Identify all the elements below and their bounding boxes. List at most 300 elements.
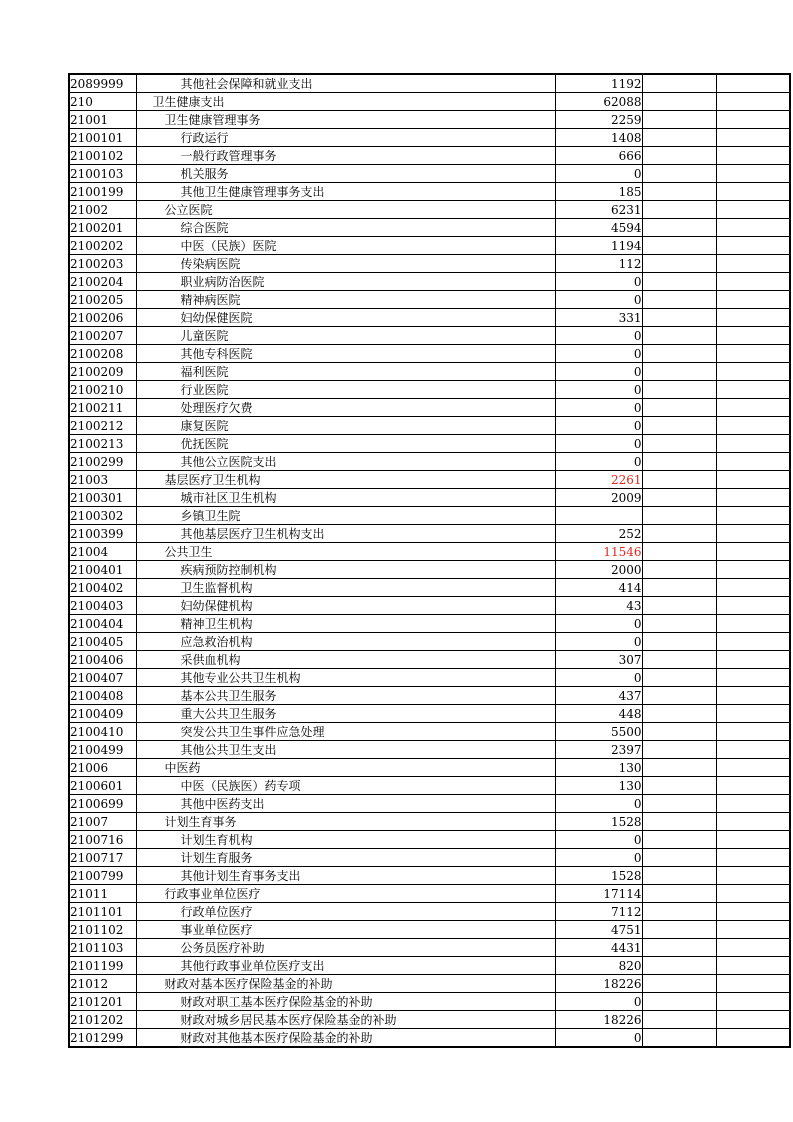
subject-name-cell: 卫生健康管理事务 (136, 111, 555, 129)
empty-cell (642, 939, 716, 957)
subject-code-cell: 2100207 (69, 327, 136, 345)
table-row (69, 651, 790, 669)
empty-cell (716, 633, 790, 651)
amount-cell: 0 (555, 849, 642, 867)
amount-cell: 1528 (555, 867, 642, 885)
empty-cell (642, 903, 716, 921)
subject-name-cell: 计划生育服务 (136, 849, 555, 867)
amount-cell: 4431 (555, 939, 642, 957)
empty-cell (642, 453, 716, 471)
empty-cell (716, 993, 790, 1011)
table-row (69, 255, 790, 273)
empty-cell (716, 867, 790, 885)
subject-code-cell: 21004 (69, 543, 136, 561)
amount-cell: 0 (555, 399, 642, 417)
empty-cell (716, 849, 790, 867)
subject-name-cell: 一般行政管理事务 (136, 147, 555, 165)
table-row (69, 1029, 790, 1048)
subject-name-cell: 公务员医疗补助 (136, 939, 555, 957)
empty-cell (716, 885, 790, 903)
table-row (69, 957, 790, 975)
subject-code-cell: 2100299 (69, 453, 136, 471)
table-row (69, 435, 790, 453)
subject-name-cell: 职业病防治医院 (136, 273, 555, 291)
subject-name-cell: 其他专业公共卫生机构 (136, 669, 555, 687)
empty-cell (642, 93, 716, 111)
subject-code-cell: 2101202 (69, 1011, 136, 1029)
empty-cell (716, 129, 790, 147)
amount-cell: 1408 (555, 129, 642, 147)
amount-cell: 1528 (555, 813, 642, 831)
amount-cell: 18226 (555, 1011, 642, 1029)
subject-name-cell: 其他计划生育事务支出 (136, 867, 555, 885)
subject-code-cell: 2100199 (69, 183, 136, 201)
empty-cell (642, 651, 716, 669)
empty-cell (642, 867, 716, 885)
empty-cell (716, 273, 790, 291)
subject-code-cell: 2100399 (69, 525, 136, 543)
subject-code-cell: 2100408 (69, 687, 136, 705)
table-row (69, 903, 790, 921)
subject-code-cell: 2100210 (69, 381, 136, 399)
empty-cell (642, 507, 716, 525)
empty-cell (642, 813, 716, 831)
subject-name-cell: 基本公共卫生服务 (136, 687, 555, 705)
amount-cell: 0 (555, 291, 642, 309)
amount-cell: 331 (555, 309, 642, 327)
amount-cell: 6231 (555, 201, 642, 219)
empty-cell (716, 741, 790, 759)
amount-cell: 185 (555, 183, 642, 201)
subject-code-cell: 2100301 (69, 489, 136, 507)
amount-cell: 0 (555, 453, 642, 471)
empty-cell (716, 813, 790, 831)
subject-code-cell: 2100213 (69, 435, 136, 453)
table-row (69, 399, 790, 417)
table-row (69, 687, 790, 705)
subject-code-cell: 2100208 (69, 345, 136, 363)
subject-code-cell: 2100410 (69, 723, 136, 741)
subject-name-cell: 中医药 (136, 759, 555, 777)
subject-name-cell: 事业单位医疗 (136, 921, 555, 939)
amount-cell: 0 (555, 615, 642, 633)
table-row (69, 669, 790, 687)
amount-cell: 18226 (555, 975, 642, 993)
empty-cell (716, 543, 790, 561)
empty-cell (642, 669, 716, 687)
subject-name-cell: 卫生健康支出 (136, 93, 555, 111)
subject-code-cell: 2101199 (69, 957, 136, 975)
subject-name-cell: 乡镇卫生院 (136, 507, 555, 525)
subject-code-cell: 2100409 (69, 705, 136, 723)
subject-code-cell: 2100103 (69, 165, 136, 183)
amount-cell (555, 507, 642, 525)
empty-cell (642, 255, 716, 273)
subject-name-cell: 妇幼保健医院 (136, 309, 555, 327)
subject-name-cell: 传染病医院 (136, 255, 555, 273)
table-row (69, 579, 790, 597)
subject-code-cell: 2100205 (69, 291, 136, 309)
subject-code-cell: 21001 (69, 111, 136, 129)
empty-cell (642, 705, 716, 723)
empty-cell (642, 849, 716, 867)
subject-name-cell: 精神卫生机构 (136, 615, 555, 633)
empty-cell (716, 669, 790, 687)
subject-name-cell: 行政运行 (136, 129, 555, 147)
empty-cell (642, 723, 716, 741)
amount-cell: 7112 (555, 903, 642, 921)
empty-cell (642, 381, 716, 399)
empty-cell (716, 93, 790, 111)
subject-code-cell: 2100499 (69, 741, 136, 759)
empty-cell (642, 417, 716, 435)
subject-name-cell: 计划生育机构 (136, 831, 555, 849)
table-row (69, 345, 790, 363)
empty-cell (716, 939, 790, 957)
empty-cell (642, 957, 716, 975)
empty-cell (716, 831, 790, 849)
amount-cell: 307 (555, 651, 642, 669)
table-row (69, 705, 790, 723)
empty-cell (642, 219, 716, 237)
subject-name-cell: 城市社区卫生机构 (136, 489, 555, 507)
empty-cell (642, 741, 716, 759)
amount-cell: 11546 (555, 543, 642, 561)
empty-cell (642, 525, 716, 543)
empty-cell (716, 597, 790, 615)
empty-cell (716, 147, 790, 165)
subject-name-cell: 行业医院 (136, 381, 555, 399)
table-row (69, 561, 790, 579)
amount-cell: 0 (555, 1029, 642, 1048)
empty-cell (642, 201, 716, 219)
empty-cell (716, 723, 790, 741)
subject-code-cell: 2100407 (69, 669, 136, 687)
table-row (69, 201, 790, 219)
table-row (69, 831, 790, 849)
empty-cell (642, 147, 716, 165)
empty-cell (716, 435, 790, 453)
table-row (69, 867, 790, 885)
empty-cell (716, 327, 790, 345)
subject-name-cell: 应急救治机构 (136, 633, 555, 651)
amount-cell: 130 (555, 759, 642, 777)
amount-cell: 62088 (555, 93, 642, 111)
table-row (69, 525, 790, 543)
amount-cell: 1194 (555, 237, 642, 255)
subject-name-cell: 行政单位医疗 (136, 903, 555, 921)
table-row (69, 309, 790, 327)
amount-cell: 5500 (555, 723, 642, 741)
subject-code-cell: 2100406 (69, 651, 136, 669)
amount-cell: 0 (555, 165, 642, 183)
empty-cell (642, 435, 716, 453)
table-row (69, 219, 790, 237)
subject-name-cell: 优抚医院 (136, 435, 555, 453)
empty-cell (642, 471, 716, 489)
amount-cell: 0 (555, 345, 642, 363)
subject-name-cell: 重大公共卫生服务 (136, 705, 555, 723)
subject-code-cell: 2101101 (69, 903, 136, 921)
subject-name-cell: 其他卫生健康管理事务支出 (136, 183, 555, 201)
empty-cell (716, 651, 790, 669)
subject-name-cell: 其他专科医院 (136, 345, 555, 363)
empty-cell (716, 687, 790, 705)
empty-cell (642, 1011, 716, 1029)
subject-name-cell: 处理医疗欠费 (136, 399, 555, 417)
empty-cell (642, 615, 716, 633)
table-row (69, 777, 790, 795)
subject-name-cell: 中医（民族医）药专项 (136, 777, 555, 795)
empty-cell (642, 399, 716, 417)
subject-code-cell: 2100717 (69, 849, 136, 867)
subject-code-cell: 2100101 (69, 129, 136, 147)
table-row (69, 597, 790, 615)
empty-cell (716, 1011, 790, 1029)
table-row (69, 795, 790, 813)
table-row (69, 813, 790, 831)
empty-cell (716, 759, 790, 777)
empty-cell (642, 165, 716, 183)
amount-cell: 130 (555, 777, 642, 795)
empty-cell (716, 903, 790, 921)
table-row (69, 363, 790, 381)
amount-cell: 2397 (555, 741, 642, 759)
amount-cell: 4751 (555, 921, 642, 939)
subject-name-cell: 精神病医院 (136, 291, 555, 309)
empty-cell (642, 291, 716, 309)
subject-code-cell: 210 (69, 93, 136, 111)
subject-code-cell: 2100716 (69, 831, 136, 849)
amount-cell: 448 (555, 705, 642, 723)
amount-cell: 0 (555, 327, 642, 345)
empty-cell (716, 417, 790, 435)
empty-cell (716, 1029, 790, 1048)
table-row (69, 759, 790, 777)
table-row (69, 93, 790, 111)
budget-table-body (69, 74, 790, 1047)
amount-cell: 2261 (555, 471, 642, 489)
subject-code-cell: 2100102 (69, 147, 136, 165)
subject-code-cell: 2100202 (69, 237, 136, 255)
subject-name-cell: 综合医院 (136, 219, 555, 237)
empty-cell (642, 885, 716, 903)
subject-code-cell: 2100203 (69, 255, 136, 273)
table-row (69, 993, 790, 1011)
empty-cell (642, 975, 716, 993)
empty-cell (716, 957, 790, 975)
amount-cell: 0 (555, 273, 642, 291)
subject-code-cell: 21012 (69, 975, 136, 993)
amount-cell: 0 (555, 633, 642, 651)
amount-cell: 4594 (555, 219, 642, 237)
empty-cell (716, 453, 790, 471)
empty-cell (716, 291, 790, 309)
subject-code-cell: 2101103 (69, 939, 136, 957)
subject-code-cell: 2100204 (69, 273, 136, 291)
subject-code-cell: 2100212 (69, 417, 136, 435)
amount-cell: 0 (555, 993, 642, 1011)
empty-cell (716, 561, 790, 579)
subject-code-cell: 2089999 (69, 74, 136, 93)
empty-cell (642, 831, 716, 849)
table-row (69, 885, 790, 903)
empty-cell (642, 237, 716, 255)
empty-cell (642, 795, 716, 813)
subject-code-cell: 2100206 (69, 309, 136, 327)
budget-table (68, 73, 791, 1048)
empty-cell (716, 525, 790, 543)
amount-cell: 2009 (555, 489, 642, 507)
subject-name-cell: 其他行政事业单位医疗支出 (136, 957, 555, 975)
subject-code-cell: 21006 (69, 759, 136, 777)
table-row (69, 381, 790, 399)
amount-cell: 112 (555, 255, 642, 273)
subject-name-cell: 妇幼保健机构 (136, 597, 555, 615)
table-row (69, 921, 790, 939)
amount-cell: 17114 (555, 885, 642, 903)
empty-cell (642, 759, 716, 777)
subject-name-cell: 基层医疗卫生机构 (136, 471, 555, 489)
empty-cell (716, 471, 790, 489)
table-row (69, 273, 790, 291)
amount-cell: 0 (555, 669, 642, 687)
empty-cell (716, 183, 790, 201)
empty-cell (642, 74, 716, 93)
subject-name-cell: 疾病预防控制机构 (136, 561, 555, 579)
empty-cell (716, 507, 790, 525)
empty-cell (716, 921, 790, 939)
empty-cell (642, 993, 716, 1011)
empty-cell (716, 237, 790, 255)
subject-code-cell: 2100209 (69, 363, 136, 381)
table-row (69, 741, 790, 759)
table-row (69, 723, 790, 741)
subject-name-cell: 财政对其他基本医疗保险基金的补助 (136, 1029, 555, 1048)
subject-name-cell: 其他中医药支出 (136, 795, 555, 813)
amount-cell: 2259 (555, 111, 642, 129)
subject-name-cell: 公共卫生 (136, 543, 555, 561)
empty-cell (642, 327, 716, 345)
subject-code-cell: 2100404 (69, 615, 136, 633)
subject-code-cell: 2101201 (69, 993, 136, 1011)
subject-code-cell: 2100402 (69, 579, 136, 597)
subject-name-cell: 财政对职工基本医疗保险基金的补助 (136, 993, 555, 1011)
subject-name-cell: 康复医院 (136, 417, 555, 435)
empty-cell (716, 363, 790, 381)
empty-cell (716, 615, 790, 633)
empty-cell (642, 777, 716, 795)
amount-cell: 0 (555, 363, 642, 381)
empty-cell (716, 381, 790, 399)
table-row (69, 543, 790, 561)
empty-cell (716, 165, 790, 183)
table-row (69, 633, 790, 651)
empty-cell (642, 921, 716, 939)
table-row (69, 74, 790, 93)
amount-cell: 2000 (555, 561, 642, 579)
table-row (69, 327, 790, 345)
empty-cell (642, 597, 716, 615)
empty-cell (716, 219, 790, 237)
table-row (69, 489, 790, 507)
empty-cell (716, 975, 790, 993)
subject-code-cell: 2100401 (69, 561, 136, 579)
subject-name-cell: 公立医院 (136, 201, 555, 219)
amount-cell: 820 (555, 957, 642, 975)
empty-cell (642, 183, 716, 201)
empty-cell (642, 129, 716, 147)
empty-cell (716, 111, 790, 129)
subject-name-cell: 其他公共卫生支出 (136, 741, 555, 759)
empty-cell (642, 633, 716, 651)
amount-cell: 0 (555, 831, 642, 849)
subject-name-cell: 福利医院 (136, 363, 555, 381)
subject-name-cell: 其他公立医院支出 (136, 453, 555, 471)
subject-name-cell: 财政对基本医疗保险基金的补助 (136, 975, 555, 993)
subject-name-cell: 机关服务 (136, 165, 555, 183)
empty-cell (716, 777, 790, 795)
subject-code-cell: 21007 (69, 813, 136, 831)
table-row (69, 129, 790, 147)
amount-cell: 252 (555, 525, 642, 543)
empty-cell (642, 273, 716, 291)
table-row (69, 147, 790, 165)
table-row (69, 417, 790, 435)
table-row (69, 849, 790, 867)
empty-cell (642, 543, 716, 561)
subject-code-cell: 21003 (69, 471, 136, 489)
table-row (69, 507, 790, 525)
amount-cell: 437 (555, 687, 642, 705)
amount-cell: 0 (555, 435, 642, 453)
empty-cell (642, 579, 716, 597)
subject-name-cell: 儿童医院 (136, 327, 555, 345)
subject-name-cell: 其他社会保障和就业支出 (136, 74, 555, 93)
empty-cell (716, 201, 790, 219)
amount-cell: 0 (555, 795, 642, 813)
subject-code-cell: 2100405 (69, 633, 136, 651)
subject-code-cell: 21002 (69, 201, 136, 219)
amount-cell: 414 (555, 579, 642, 597)
amount-cell: 666 (555, 147, 642, 165)
subject-code-cell: 2101299 (69, 1029, 136, 1048)
empty-cell (642, 1029, 716, 1048)
table-row (69, 237, 790, 255)
empty-cell (642, 363, 716, 381)
subject-code-cell: 2101102 (69, 921, 136, 939)
empty-cell (716, 399, 790, 417)
subject-code-cell: 2100201 (69, 219, 136, 237)
empty-cell (642, 345, 716, 363)
subject-code-cell: 2100302 (69, 507, 136, 525)
empty-cell (716, 345, 790, 363)
table-row (69, 615, 790, 633)
subject-code-cell: 2100699 (69, 795, 136, 813)
table-row (69, 183, 790, 201)
table-row (69, 1011, 790, 1029)
subject-name-cell: 其他基层医疗卫生机构支出 (136, 525, 555, 543)
subject-code-cell: 21011 (69, 885, 136, 903)
subject-name-cell: 卫生监督机构 (136, 579, 555, 597)
empty-cell (642, 489, 716, 507)
empty-cell (716, 489, 790, 507)
amount-cell: 1192 (555, 74, 642, 93)
table-row (69, 453, 790, 471)
empty-cell (716, 309, 790, 327)
empty-cell (642, 309, 716, 327)
amount-cell: 0 (555, 381, 642, 399)
